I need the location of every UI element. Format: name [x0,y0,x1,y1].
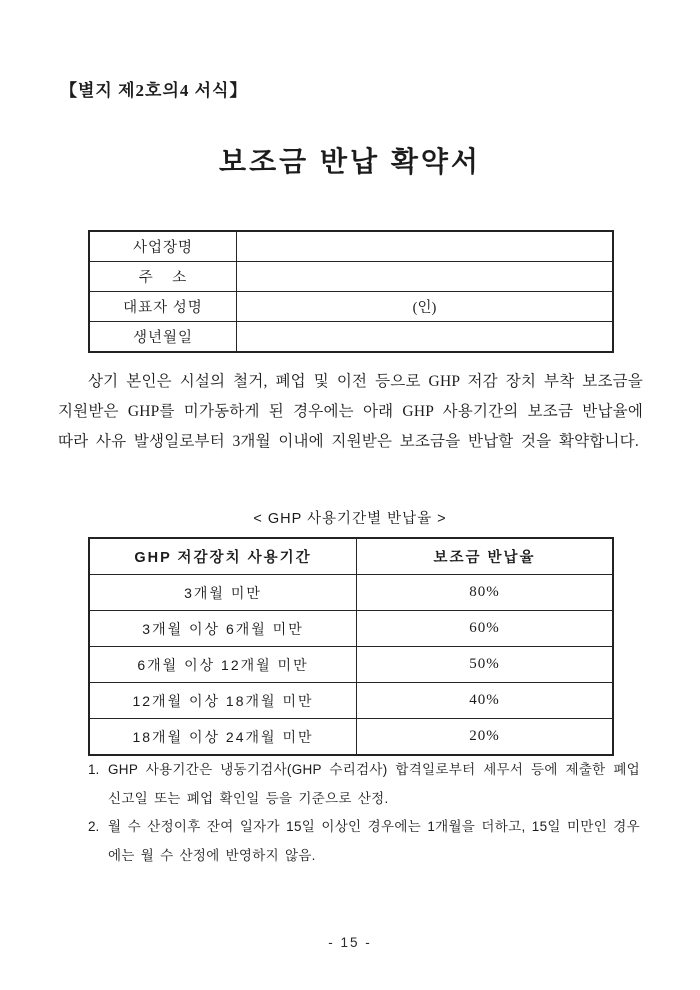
footnote-text: GHP 사용기간은 냉동기검사(GHP 수리검사) 합격일로부터 세무서 등에 제출한 폐업 신고일 또는 폐업 확인일 등을 기준으로 산정. [108,762,640,806]
table-row [89,647,613,683]
info-value-representative-seal: (인) [237,292,614,322]
info-label-birth-date: 생년월일 [89,322,237,353]
info-label-address: 주 소 [89,262,237,292]
footnotes-list [88,756,640,870]
table-row [89,322,613,353]
usage-period-cell: 12개월 이상 18개월 미만 [89,683,357,719]
usage-period-cell: 3개월 미만 [89,575,357,611]
table-row [89,719,613,756]
usage-period-cell: 6개월 이상 12개월 미만 [89,647,357,683]
return-rate-cell: 60% [357,611,614,647]
table-row [89,231,613,262]
table-row [89,292,613,322]
info-value-business-name [237,231,614,262]
info-value-address [237,262,614,292]
info-label-business-name: 사업장명 [89,231,237,262]
table-row [89,262,613,292]
usage-period-cell: 18개월 이상 24개월 미만 [89,719,357,756]
applicant-info-table [88,230,614,353]
table-header-row [89,538,613,575]
column-header-return-rate: 보조금 반납율 [357,538,614,575]
info-label-representative-name: 대표자 성명 [89,292,237,322]
footnote-number: 1. [88,762,100,777]
return-rate-cell: 50% [357,647,614,683]
table-row [89,575,613,611]
usage-period-cell: 3개월 이상 6개월 미만 [89,611,357,647]
column-header-usage-period: GHP 저감장치 사용기간 [89,538,357,575]
return-rate-cell: 80% [357,575,614,611]
return-rate-cell: 40% [357,683,614,719]
return-rate-cell: 20% [357,719,614,756]
table-row [89,683,613,719]
info-value-birth-date [237,322,614,353]
rate-table-caption: < GHP 사용기간별 반납율 > [253,511,447,527]
form-number-label: 【별지 제2호의4 서식】 [60,81,248,100]
footnote-2 [88,813,640,870]
footnote-text: 월 수 산정이후 잔여 일자가 15일 이상인 경우에는 1개월을 더하고, 15일 미만인 경우에는 월 수 산정에 반영하지 않음. [108,819,640,863]
pledge-paragraph: 상기 본인은 시설의 철거, 폐업 및 이전 등으로 GHP 저감 장치 부착 보조금을 지원받은 GHP를 미가동하게 된 경우에는 아래 GHP 사용기간의 보조금 반납율에 따라 사유 발생일로부터 3개월 이내에 지원받은 보조금을 반납할 것을 확약합니다. [58,373,643,450]
return-rate-table [88,537,614,756]
page-number: - 15 - [328,935,372,950]
table-row [89,611,613,647]
document-title: 보조금 반납 확약서 [219,146,481,177]
footnote-number: 2. [88,819,100,834]
footnote-1 [88,756,640,813]
